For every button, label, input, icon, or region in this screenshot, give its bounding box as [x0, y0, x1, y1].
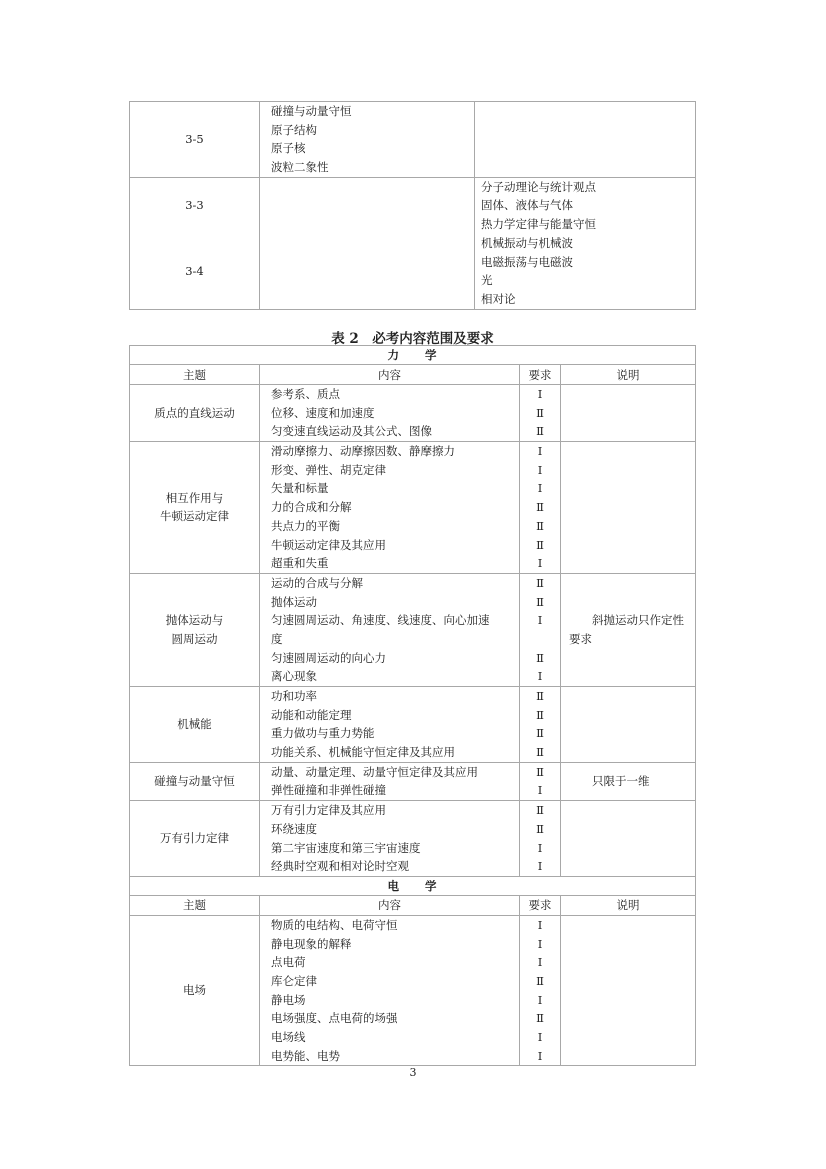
text-line: Ⅰ	[537, 387, 543, 401]
text-line: 矢量和标量	[271, 481, 329, 496]
note-cell	[561, 687, 696, 763]
header-req: 要求	[520, 895, 561, 915]
text-line: 离心现象	[271, 669, 317, 684]
section-title: 电 学	[130, 876, 696, 895]
content-cell	[260, 801, 520, 877]
requirement-cell	[520, 687, 561, 763]
text-line: 位移、速度和加速度	[271, 405, 375, 420]
text-line: 功和功率	[271, 689, 317, 703]
text-line: 匀变速直线运动及其公式、图像	[271, 424, 432, 439]
content-cell	[260, 442, 520, 574]
text-line: 电场强度、点电荷的场强	[271, 1011, 398, 1026]
requirement-cell	[520, 915, 561, 1066]
header-note: 说明	[561, 365, 696, 385]
text-line	[520, 630, 560, 649]
header-topic: 主题	[130, 365, 260, 385]
text-line: Ⅱ	[536, 707, 544, 722]
text-line: Ⅰ	[537, 669, 543, 684]
text-line: 静电现象的解释	[271, 936, 352, 951]
text-line: 匀速圆周运动的向心力	[271, 650, 386, 665]
text-line: Ⅰ	[537, 481, 543, 496]
header-content: 内容	[260, 365, 520, 385]
text-line: Ⅰ	[537, 917, 543, 932]
text-line: 重力做功与重力势能	[271, 726, 375, 741]
topic-cell	[130, 762, 260, 800]
text-line: Ⅰ	[537, 859, 543, 874]
text-line: Ⅱ	[536, 405, 544, 420]
table-row	[130, 687, 696, 763]
content-cell	[260, 385, 520, 442]
text-line: Ⅱ	[536, 821, 544, 836]
section-header-row	[130, 876, 696, 895]
text-line: 万有引力定律及其应用	[271, 803, 386, 818]
topic-cell	[130, 915, 260, 1066]
text-line: 光	[481, 273, 493, 288]
text-line: 质点的直线运动	[154, 405, 235, 420]
text-line: 热力学定律与能量守恒	[481, 217, 596, 232]
requirement-cell	[520, 385, 561, 442]
note-cell: 只限于一维	[561, 762, 696, 800]
text-line: 电势能、电势	[271, 1048, 340, 1063]
section-title: 力 学	[130, 346, 696, 365]
module-label: 3-3	[185, 197, 204, 212]
text-line: 静电场	[271, 992, 306, 1007]
text-line: Ⅱ	[536, 500, 544, 515]
header-note: 说明	[561, 895, 696, 915]
text-line: 度	[271, 631, 283, 646]
text-line: 经典时空观和相对论时空观	[271, 859, 409, 874]
text-line: Ⅰ	[537, 1030, 543, 1044]
text-line: Ⅰ	[537, 992, 543, 1007]
text-line: 机械能	[177, 717, 212, 732]
content-cell	[260, 687, 520, 763]
note-cell	[561, 385, 696, 442]
text-line: 碰撞与动量守恒	[271, 104, 352, 118]
module-label: 3-4	[185, 263, 204, 278]
text-line: 点电荷	[271, 955, 306, 970]
text-line: Ⅰ	[537, 444, 543, 459]
text-line: Ⅰ	[537, 556, 543, 571]
text-line: Ⅱ	[536, 689, 544, 703]
header-content: 内容	[260, 895, 520, 915]
text-line: 参考系、质点	[271, 387, 340, 401]
module-cell	[130, 102, 260, 178]
text-line: Ⅰ	[537, 1048, 543, 1063]
text-line: 匀速圆周运动、角速度、线速度、向心加速	[271, 613, 490, 628]
module-content-cell	[475, 102, 696, 178]
note-cell	[561, 801, 696, 877]
text-line: Ⅱ	[536, 424, 544, 439]
module-content-cell	[260, 102, 475, 178]
text-line: Ⅱ	[536, 575, 544, 590]
header-req: 要求	[520, 365, 561, 385]
text-line: 动量、动量定理、动量守恒定律及其应用	[271, 764, 478, 779]
text-line: Ⅰ	[537, 936, 543, 951]
text-line: 机械振动与机械波	[481, 235, 573, 250]
text-line: Ⅰ	[537, 613, 543, 628]
text-line: 电场	[183, 983, 206, 998]
column-header-row	[130, 895, 696, 915]
text-line: 抛体运动与	[165, 613, 224, 628]
table-row	[130, 915, 696, 1066]
text-line: 相对论	[481, 291, 516, 306]
module-label: 3-5	[185, 132, 204, 147]
text-line: 形变、弹性、胡克定律	[271, 462, 386, 477]
table-row	[130, 442, 696, 574]
table-row	[130, 801, 696, 877]
note-cell	[561, 442, 696, 574]
text-line: 运动的合成与分解	[271, 575, 363, 590]
section-header-row	[130, 346, 696, 365]
module-cell	[130, 177, 260, 309]
text-line: Ⅱ	[536, 745, 544, 760]
text-line: 第二宇宙速度和第三宇宙速度	[271, 840, 421, 855]
page-number: 3	[409, 1066, 417, 1079]
table-row	[130, 762, 696, 800]
table-row	[130, 385, 696, 442]
table-row	[130, 102, 696, 178]
text-line: 相互作用与	[165, 490, 224, 505]
note-cell	[561, 915, 696, 1066]
text-line: Ⅱ	[536, 650, 544, 665]
topic-cell	[130, 442, 260, 574]
text-line: 超重和失重	[271, 556, 329, 571]
table-row	[130, 573, 696, 686]
text-line: 原子结构	[271, 122, 317, 137]
table-row	[130, 177, 696, 309]
module-content-cell	[260, 177, 475, 309]
text-line: 原子核	[271, 141, 306, 156]
text-line: 波粒二象性	[271, 160, 329, 175]
text-line: Ⅱ	[536, 973, 544, 988]
text-line: 分子动理论与统计观点	[481, 179, 596, 194]
text-line: 动能和动能定理	[271, 707, 352, 722]
required-content-table	[129, 345, 696, 1066]
text-line: 牛顿运动定律	[160, 509, 229, 524]
header-topic: 主题	[130, 895, 260, 915]
text-line: Ⅱ	[536, 594, 544, 609]
text-line: 物质的电结构、电荷守恒	[271, 917, 398, 932]
text-line: 共点力的平衡	[271, 518, 340, 533]
text-line: 力的合成和分解	[271, 500, 352, 515]
text-line: Ⅰ	[537, 955, 543, 970]
table-caption: 表 2 必考内容范围及要求	[331, 331, 494, 347]
text-line: 功能关系、机械能守恒定律及其应用	[271, 745, 455, 760]
requirement-cell	[520, 442, 561, 574]
topic-cell	[130, 801, 260, 877]
note-cell: 斜抛运动只作定性要求	[561, 573, 696, 686]
text-line: 圆周运动	[171, 631, 218, 646]
requirement-cell	[520, 801, 561, 877]
module-table	[129, 101, 696, 310]
text-line: 弹性碰撞和非弹性碰撞	[271, 783, 386, 798]
text-line: 滑动摩擦力、动摩擦因数、静摩擦力	[271, 444, 455, 459]
text-line: Ⅰ	[537, 462, 543, 477]
text-line: Ⅱ	[536, 803, 544, 818]
topic-cell	[130, 573, 260, 686]
column-header-row	[130, 365, 696, 385]
topic-cell	[130, 687, 260, 763]
text-line: 库仑定律	[271, 973, 317, 988]
text-line: 碰撞与动量守恒	[154, 774, 235, 789]
content-cell	[260, 915, 520, 1066]
text-line: 牛顿运动定律及其应用	[271, 537, 386, 552]
text-line: 电场线	[271, 1030, 306, 1044]
text-line: Ⅰ	[537, 783, 543, 798]
module-content-cell	[475, 177, 696, 309]
text-line: 电磁振荡与电磁波	[481, 254, 573, 269]
text-line: 万有引力定律	[160, 831, 229, 846]
text-line: 环绕速度	[271, 821, 317, 836]
text-line: Ⅱ	[536, 726, 544, 741]
text-line: Ⅱ	[536, 518, 544, 533]
text-line: Ⅰ	[537, 840, 543, 855]
text-line: Ⅱ	[536, 1011, 544, 1026]
requirement-cell	[520, 762, 561, 800]
content-cell	[260, 573, 520, 686]
topic-cell	[130, 385, 260, 442]
text-line: 抛体运动	[271, 594, 317, 609]
text-line: Ⅱ	[536, 764, 544, 779]
text-line: 固体、液体与气体	[481, 198, 573, 213]
content-cell	[260, 762, 520, 800]
text-line: Ⅱ	[536, 537, 544, 552]
requirement-cell	[520, 573, 561, 686]
